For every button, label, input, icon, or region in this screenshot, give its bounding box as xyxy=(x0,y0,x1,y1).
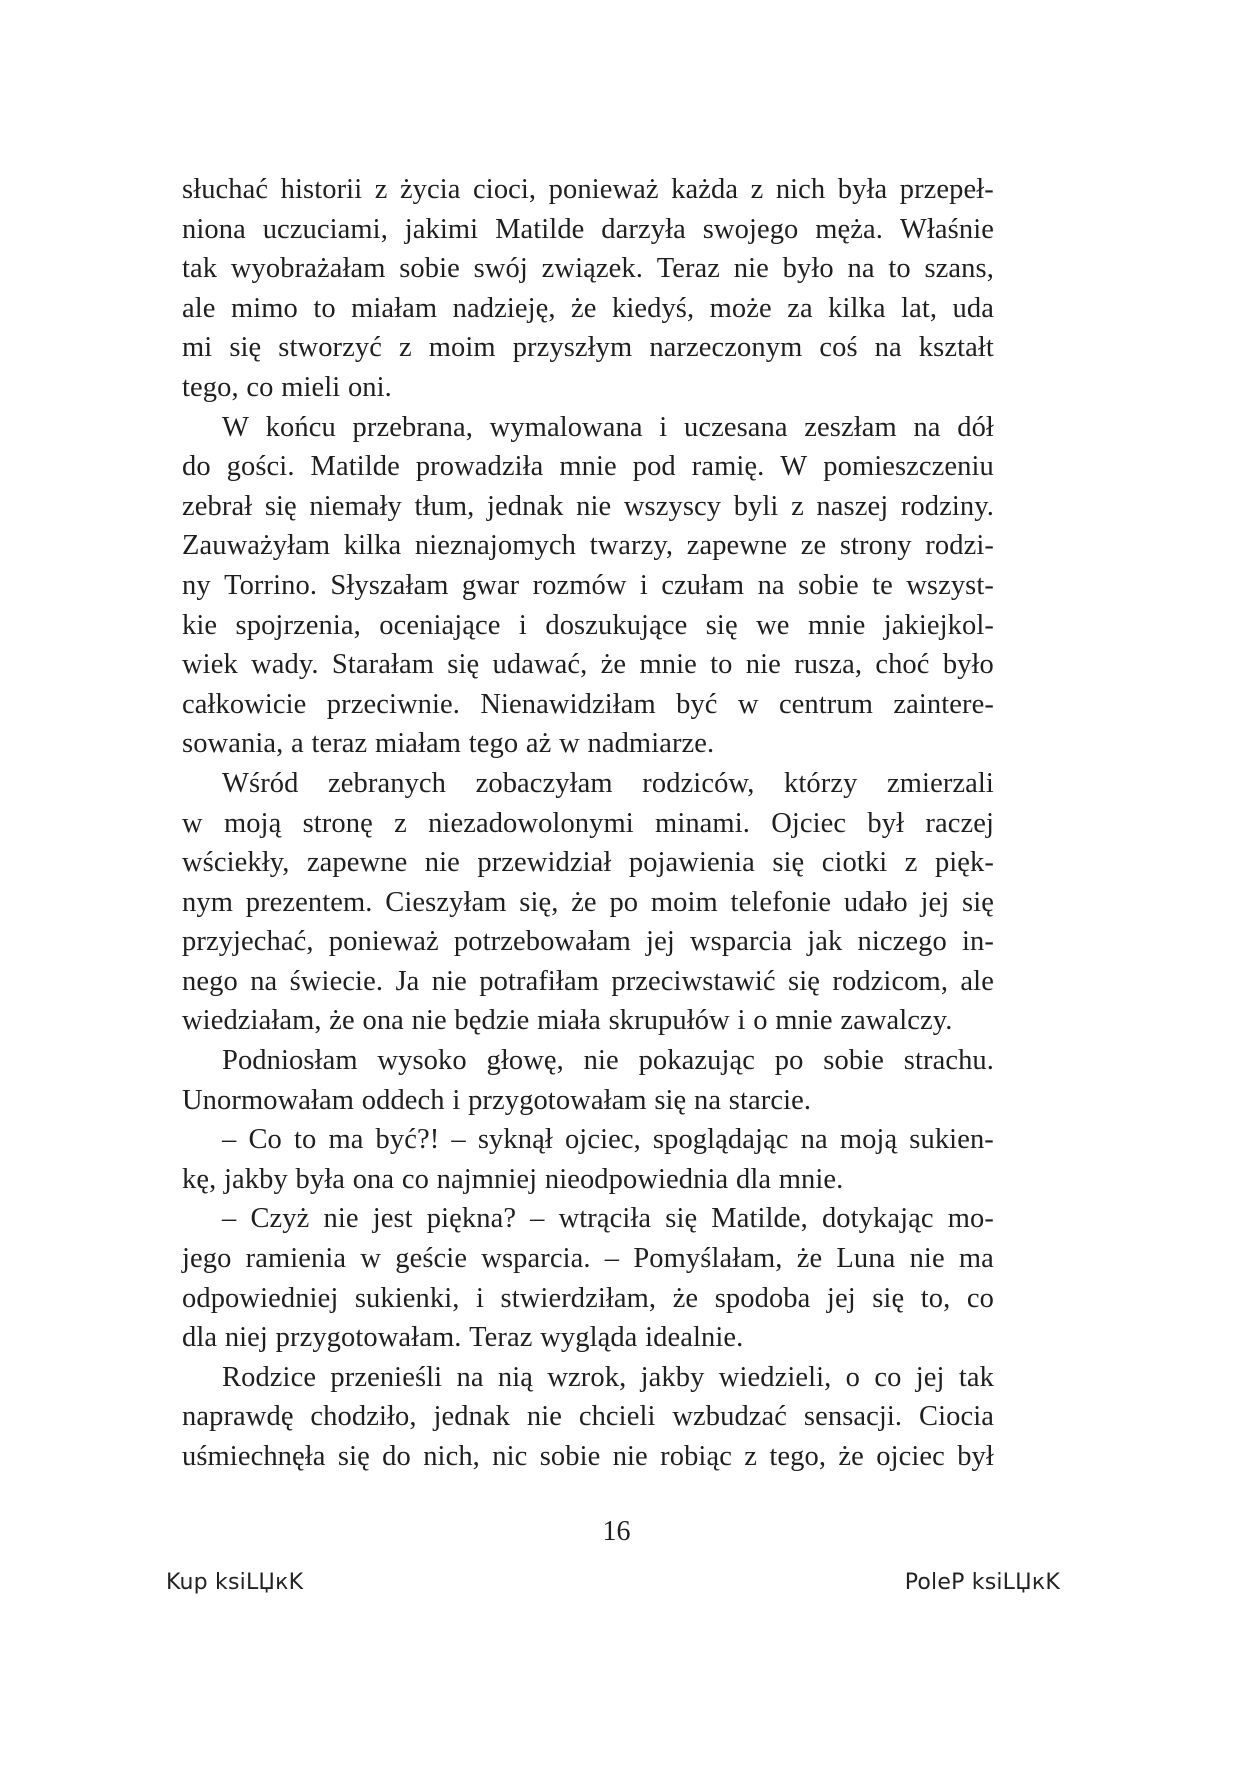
text-line: przyjechać, ponieważ potrzebowałam jej wsparcia jak niczego in- xyxy=(182,926,994,958)
text-line: mi się stworzyć z moim przyszłym narzeczonym coś na kształt xyxy=(182,332,994,364)
text-line: nego na świecie. Ja nie potrafiłam przeciwstawić się rodzicom, ale xyxy=(182,965,994,997)
text-line: niona uczuciami, jakimi Matilde darzyła swojego męża. Właśnie xyxy=(182,213,994,245)
text-line: – Co to ma być?! – syknął ojciec, spoglądając na moją sukien- xyxy=(222,1124,994,1156)
text-line: wiedziałam, że ona nie będzie miała skrupułów i o mnie zawalczy. xyxy=(182,1005,953,1037)
text-line: wiek wady. Starałam się udawać, że mnie to nie rusza, choć było xyxy=(182,649,994,681)
text-line: odpowiedniej sukienki, i stwierdziłam, że spodoba jej się to, co xyxy=(182,1282,994,1314)
text-line: do gości. Matilde prowadziła mnie pod ramię. W pomieszczeniu xyxy=(182,451,994,483)
text-line: Wśród zebranych zobaczyłam rodziców, którzy zmierzali xyxy=(222,767,994,799)
footer-recommend-book-link[interactable]: PoleP ksiLЏкK xyxy=(904,1570,1060,1595)
text-line: kę, jakby była ona co najmniej nieodpowiednia dla mnie. xyxy=(182,1163,844,1195)
paragraph xyxy=(182,1120,994,1199)
text-line: – Czyż nie jest piękna? – wtrąciła się Matilde, dotykając mo- xyxy=(222,1203,994,1235)
text-line: sowania, a teraz miałam tego aż w nadmiarze. xyxy=(182,728,715,760)
text-line: słuchać historii z życia cioci, ponieważ każda z nich była przepeł- xyxy=(182,174,994,205)
text-line: jego ramienia w geście wsparcia. – Pomyślałam, że Luna nie ma xyxy=(182,1243,994,1275)
page-number: 16 xyxy=(602,1516,631,1547)
paragraph xyxy=(182,764,994,1041)
text-line: tego, co mieli oni. xyxy=(182,371,392,403)
text-line: nym prezentem. Cieszyłam się, że po moim telefonie udało jej się xyxy=(182,886,994,918)
paragraph xyxy=(182,408,994,764)
text-line: wściekły, zapewne nie przewidział pojawienia się ciotki z pięk- xyxy=(182,847,994,879)
text-line: całkowicie przeciwnie. Nienawidziłam być w centrum zaintere- xyxy=(182,688,994,720)
text-line: tak wyobrażałam sobie swój związek. Teraz nie było na to szans, xyxy=(182,253,994,285)
text-line: Podniosłam wysoko głowę, nie pokazując po sobie strachu. xyxy=(222,1045,994,1077)
text-line: Unormowałam oddech i przygotowałam się na starcie. xyxy=(182,1084,812,1116)
paragraph xyxy=(182,170,994,408)
text-line: W końcu przebrana, wymalowana i uczesana zeszłam na dół xyxy=(222,411,994,443)
text-line: Rodzice przenieśli na nią wzrok, jakby wiedzieli, o co jej tak xyxy=(222,1361,994,1393)
text-line: w moją stronę z niezadowolonymi minami. Ojciec był raczej xyxy=(182,807,994,839)
text-line: Zauważyłam kilka nieznajomych twarzy, zapewne ze strony rodzi- xyxy=(182,530,994,562)
text-line: ny Torrino. Słyszałam gwar rozmów i czułam na sobie te wszyst- xyxy=(182,569,994,601)
text-line: naprawdę chodziło, jednak nie chcieli wzbudzać sensacji. Ciocia xyxy=(182,1401,994,1433)
paragraph xyxy=(182,1199,994,1357)
text-line: zebrał się niemały tłum, jednak nie wszyscy byli z naszej rodziny. xyxy=(182,490,994,522)
text-line: dla niej przygotowałam. Teraz wygląda idealnie. xyxy=(182,1322,744,1354)
paragraph xyxy=(182,1041,994,1120)
body-text xyxy=(182,170,994,1477)
paragraph xyxy=(182,1358,994,1477)
footer-buy-book-link[interactable]: Kup ksiLЏкK xyxy=(166,1570,304,1595)
text-line: kie spojrzenia, oceniające i doszukujące się we mnie jakiejkol- xyxy=(182,609,994,641)
text-line: ale mimo to miałam nadzieję, że kiedyś, może za kilka lat, uda xyxy=(182,292,994,324)
text-line: uśmiechnęła się do nich, nic sobie nie robiąc z tego, że ojciec był xyxy=(182,1441,994,1472)
